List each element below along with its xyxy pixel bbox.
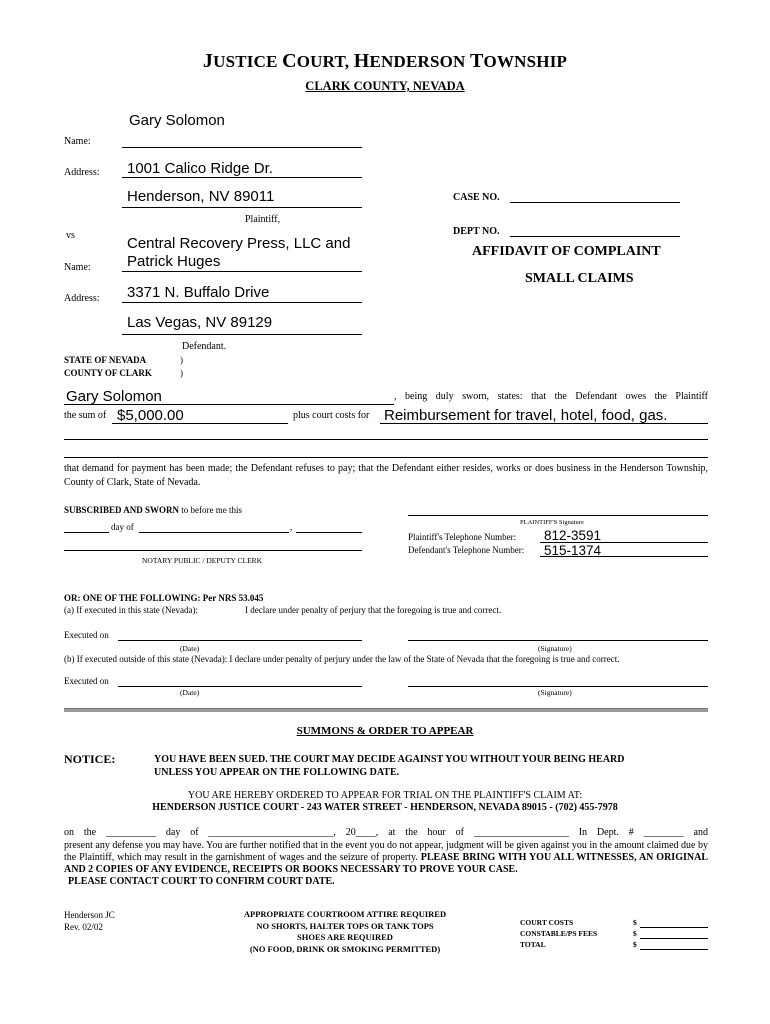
notary-signature-line[interactable]	[64, 550, 362, 551]
title-t: T	[469, 50, 484, 72]
notary-day-line[interactable]	[64, 532, 109, 533]
plaintiff-name-label: Name:	[64, 136, 91, 147]
defendant-name-label: Name:	[64, 262, 91, 273]
plaintiff-role-label: Plaintiff,	[245, 214, 281, 225]
summons-para-bold1: PLEASE BRING WITH YOU ALL WITNESSES, AN ORIGINAL AND 2 COPIES OF ANY EVIDENCE, RECEIPTS OR BOOKS NECESSARY TO PROVE YOUR CASE.	[64, 852, 708, 875]
constable-fees-line[interactable]	[640, 938, 708, 939]
subscribed-bold: SUBSCRIBED AND SWORN	[64, 505, 180, 515]
title-ourt: OURT,	[296, 52, 354, 71]
perjury-heading: OR: ONE OF THE FOLLOWING: Per NRS 53.045	[64, 593, 264, 603]
defendant-address-line1[interactable]: 3371 N. Buffalo Drive	[127, 284, 270, 301]
total-label: TOTAL	[520, 940, 546, 949]
title-h: H	[353, 50, 370, 72]
notary-clerk-label: NOTARY PUBLIC / DEPUTY CLERK	[142, 556, 263, 565]
notary-month-line[interactable]	[139, 532, 289, 533]
executed-sig-line-a[interactable]	[408, 640, 708, 641]
defendant-address-label: Address:	[64, 293, 100, 304]
reason-line	[380, 423, 708, 424]
plaintiff-phone-value[interactable]: 812-3591	[544, 528, 602, 543]
executed-date-line-b[interactable]	[118, 686, 362, 687]
notice-label: NOTICE:	[64, 752, 116, 766]
summons-paragraph	[64, 840, 708, 888]
form-rev: Rev. 02/02	[64, 922, 103, 932]
title-c: C	[282, 50, 297, 72]
sworn-text: , being duly sworn, states: that the Defendant owes the Plaintiff	[394, 391, 708, 402]
case-no-label: CASE NO.	[453, 192, 500, 203]
total-dollar: $	[633, 940, 637, 949]
attire-line-3: SHOES ARE REQUIRED	[297, 932, 393, 942]
summons-para-normal: present any defense you may have. You are further notified that in the event you do not appear, judgment will be given against you in the amount claimed due by the Plaintiff, which may result in the garnishment of wages and the seizure of property.	[64, 840, 708, 863]
notice-line1: YOU HAVE BEEN SUED. THE COURT MAY DECIDE AGAINST YOU WITHOUT YOUR BEING HEARD	[154, 754, 625, 765]
state-label: STATE OF NEVADA	[64, 355, 147, 365]
state-paren: )	[180, 355, 183, 365]
plaintiff-address-line2-rule	[122, 207, 362, 208]
perjury-a-text: I declare under penalty of perjury that the foregoing is true and correct.	[245, 605, 502, 615]
notary-day-of: day of	[111, 522, 134, 532]
plaintiff-name-line	[122, 147, 362, 148]
defendant-phone-line	[540, 556, 708, 557]
appearance-date-line[interactable]: on the __________ day of _________________________, 20____, at the hour of ___________________ In Dept. # ________ and	[64, 827, 708, 838]
title-enderson: ENDERSON	[369, 52, 470, 71]
date-label-b: (Date)	[180, 688, 200, 697]
form-id: Henderson JC	[64, 910, 115, 920]
sum-value[interactable]: $5,000.00	[117, 407, 184, 424]
constable-fees-label: CONSTABLE/PS FEES	[520, 929, 598, 938]
defendant-phone-value[interactable]: 515-1374	[544, 543, 602, 558]
defendant-role-label: Defendant.	[182, 341, 227, 352]
attire-block	[200, 909, 490, 955]
title-j: J	[202, 50, 214, 72]
subscribed-rest: to before me this	[181, 505, 243, 515]
county-label: COUNTY OF CLARK	[64, 368, 152, 378]
defendant-address-line2[interactable]: Las Vegas, NV 89129	[127, 314, 273, 331]
attire-line-1: APPROPRIATE COURTROOM ATTIRE REQUIRED	[243, 909, 447, 919]
constable-fees-dollar: $	[633, 929, 637, 938]
defendant-name-rule	[122, 271, 362, 272]
plaintiff-signature-line[interactable]	[408, 515, 708, 516]
subscribed-line	[64, 505, 242, 515]
plaintiff-address-label: Address:	[64, 167, 100, 178]
court-costs-line[interactable]	[640, 927, 708, 928]
perjury-a-label: (a) If executed in this state (Nevada):	[64, 605, 198, 615]
affidavit-heading: AFFIDAVIT OF COMPLAINT	[472, 244, 661, 259]
signature-label-a: (Signature)	[538, 644, 572, 653]
plaintiff-address-line1[interactable]: 1001 Calico Ridge Dr.	[127, 160, 273, 177]
plaintiff-phone-label: Plaintiff's Telephone Number:	[408, 532, 517, 542]
dept-no-line[interactable]	[510, 236, 680, 237]
defendant-name-line2[interactable]: Patrick Huges	[127, 253, 221, 270]
affiant-name-line	[64, 404, 394, 405]
notice-line2: UNLESS YOU APPEAR ON THE FOLLOWING DATE.	[154, 767, 400, 778]
plaintiff-address-line1-rule	[122, 177, 362, 178]
affiant-name-value[interactable]: Gary Solomon	[66, 388, 162, 405]
court-costs-label: COURT COSTS	[520, 918, 574, 927]
county-subtitle: CLARK COUNTY, NEVADA	[305, 79, 465, 93]
demand-text: that demand for payment has been made; the Defendant refuses to pay; that the Defendant either resides, works or does business in the Henderson Township, County of Clark, State of Nevada.	[64, 463, 708, 488]
notary-year-line[interactable]	[296, 532, 362, 533]
executed-on-label-a: Executed on	[64, 630, 109, 640]
case-no-line[interactable]	[510, 202, 680, 203]
order-line2: HENDERSON JUSTICE COURT - 243 WATER STREET - HENDERSON, NEVADA 89015 - (702) 455-7978	[152, 802, 618, 813]
order-line1: YOU ARE HEREBY ORDERED TO APPEAR FOR TRIAL ON THE PLAINTIFF'S CLAIM AT:	[187, 790, 583, 801]
plaintiff-name-value[interactable]: Gary Solomon	[129, 112, 225, 129]
defendant-address-line1-rule	[122, 302, 362, 303]
small-claims-heading: SMALL CLAIMS	[525, 271, 634, 286]
perjury-b-text: (b) If executed outside of this state (Nevada): I declare under penalty of perjury under the law of the State of Nevada that the foregoing is true and correct.	[64, 654, 620, 664]
title-ustice: USTICE	[213, 52, 283, 71]
sum-label: the sum of	[64, 410, 107, 421]
sum-line	[112, 423, 288, 424]
defendant-address-line2-rule	[122, 334, 362, 335]
executed-on-label-b: Executed on	[64, 676, 109, 686]
executed-date-line-a[interactable]	[118, 640, 362, 641]
county-paren: )	[180, 368, 183, 378]
executed-sig-line-b[interactable]	[408, 686, 708, 687]
defendant-name-line1[interactable]: Central Recovery Press, LLC and	[127, 235, 351, 252]
attire-line-4: (NO FOOD, DRINK OR SMOKING PERMITTED)	[249, 943, 441, 954]
signature-label-b: (Signature)	[538, 688, 572, 697]
court-costs-dollar: $	[633, 918, 637, 927]
plaintiff-signature-label: PLAINTIFF'S Signature	[520, 519, 584, 526]
section-divider	[64, 708, 708, 712]
plaintiff-address-line2[interactable]: Henderson, NV 89011	[127, 188, 275, 205]
dept-no-label: DEPT NO.	[453, 226, 500, 237]
court-title	[0, 50, 770, 73]
notary-comma: ,	[290, 522, 293, 532]
attire-line-2: NO SHORTS, HALTER TOPS OR TANK TOPS	[256, 920, 434, 931]
reason-value[interactable]: Reimbursement for travel, hotel, food, gas.	[384, 407, 668, 424]
costs-label: plus court costs for	[293, 410, 370, 421]
defendant-phone-label: Defendant's Telephone Number:	[408, 545, 525, 555]
vs-label: vs	[66, 230, 75, 241]
blank-line-2[interactable]	[64, 457, 708, 458]
summons-para-bold2: PLEASE CONTACT COURT TO CONFIRM COURT DATE.	[68, 876, 335, 887]
total-line[interactable]	[640, 949, 708, 950]
title-ownship: OWNSHIP	[483, 52, 568, 71]
date-label-a: (Date)	[180, 644, 200, 653]
blank-line-1[interactable]	[64, 439, 708, 440]
summons-heading: SUMMONS & ORDER TO APPEAR	[296, 725, 474, 737]
